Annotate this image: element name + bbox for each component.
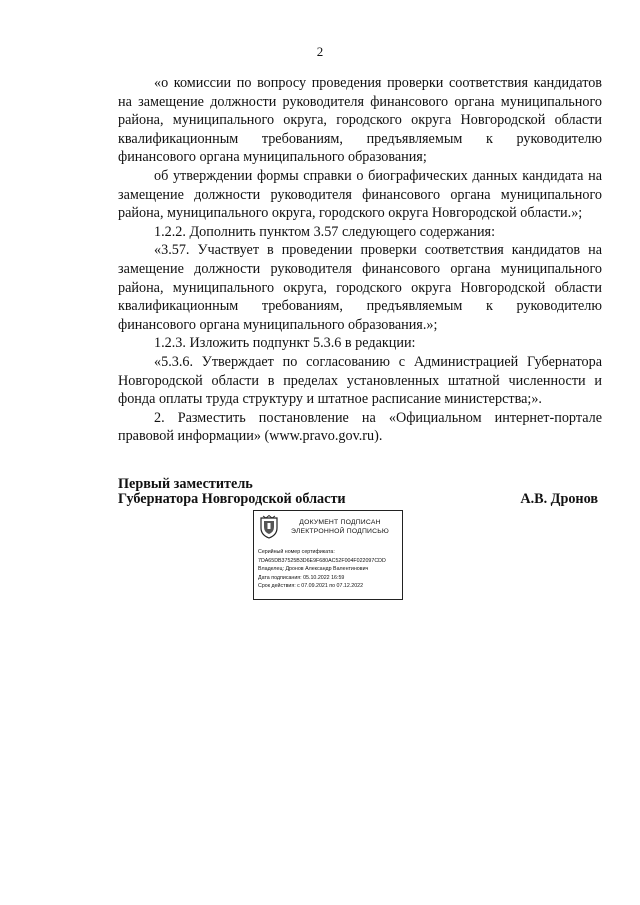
document-body	[118, 74, 602, 446]
stamp-owner: Владелец: Дронов Александр Валентинович	[258, 566, 369, 573]
signer-position-line2: Губернатора Новгородской области	[118, 491, 346, 507]
e-signature-stamp	[253, 510, 403, 600]
stamp-certificate-label: Серийный номер сертификата:	[258, 549, 335, 555]
stamp-title-line1: ДОКУМЕНТ ПОДПИСАН	[299, 519, 381, 526]
stamp-title-line2: ЭЛЕКТРОННОЙ ПОДПИСЬЮ	[291, 527, 389, 535]
paragraph-2: об утверждении формы справки о биографических данных кандидата на замещение должности руководителя финансового органа муниципального района, муниципального округа, городского округа Новгородской области.»;	[118, 167, 602, 222]
coat-of-arms-icon	[259, 515, 279, 539]
paragraph-7: 2. Разместить постановление на «Официальном интернет-портале правовой информации» (www.pravo.gov.ru).	[118, 409, 602, 445]
stamp-details	[258, 548, 400, 591]
paragraph-1: «о комиссии по вопросу проведения проверки соответствия кандидатов на замещение должности руководителя финансового органа муниципального района, муниципального округа, городского округа Новгородской области квалификационным требованиям, предъявляемым к руководителю финансового органа муниципального образования;	[118, 75, 602, 166]
page-number: 2	[316, 44, 324, 59]
stamp-certificate-number: 7DA65DB37525B3D6E9F680AC52F004F022097CDD	[258, 557, 386, 564]
paragraph-4: «3.57. Участвует в проведении проверки соответствия кандидатов на замещение должности руководителя финансового органа муниципального района, муниципального округа, городского округа Новгородской области квалификационным требованиям, предъявляемым к руководителю финансового органа муниципального образования.»;	[118, 242, 602, 333]
stamp-title	[284, 519, 396, 536]
signer-position-line1: Первый заместитель	[118, 476, 253, 492]
stamp-validity: Срок действия: с 07.09.2021 по 07.12.2022	[258, 583, 364, 590]
paragraph-5: 1.2.3. Изложить подпункт 5.3.6 в редакции:	[154, 335, 416, 352]
signature-block	[118, 477, 598, 507]
paragraph-6: «5.3.6. Утверждает по согласованию с Администрацией Губернатора Новгородской области в пределах установленных штатной численности и фонда оплаты труда структуру и штатное расписание министерства;».	[118, 353, 602, 408]
paragraph-3: 1.2.2. Дополнить пунктом 3.57 следующего содержания:	[154, 223, 496, 240]
signer-name: А.В. Дронов	[520, 491, 598, 507]
stamp-signed-date: Дата подписания: 05.10.2022 16:59	[258, 574, 345, 581]
